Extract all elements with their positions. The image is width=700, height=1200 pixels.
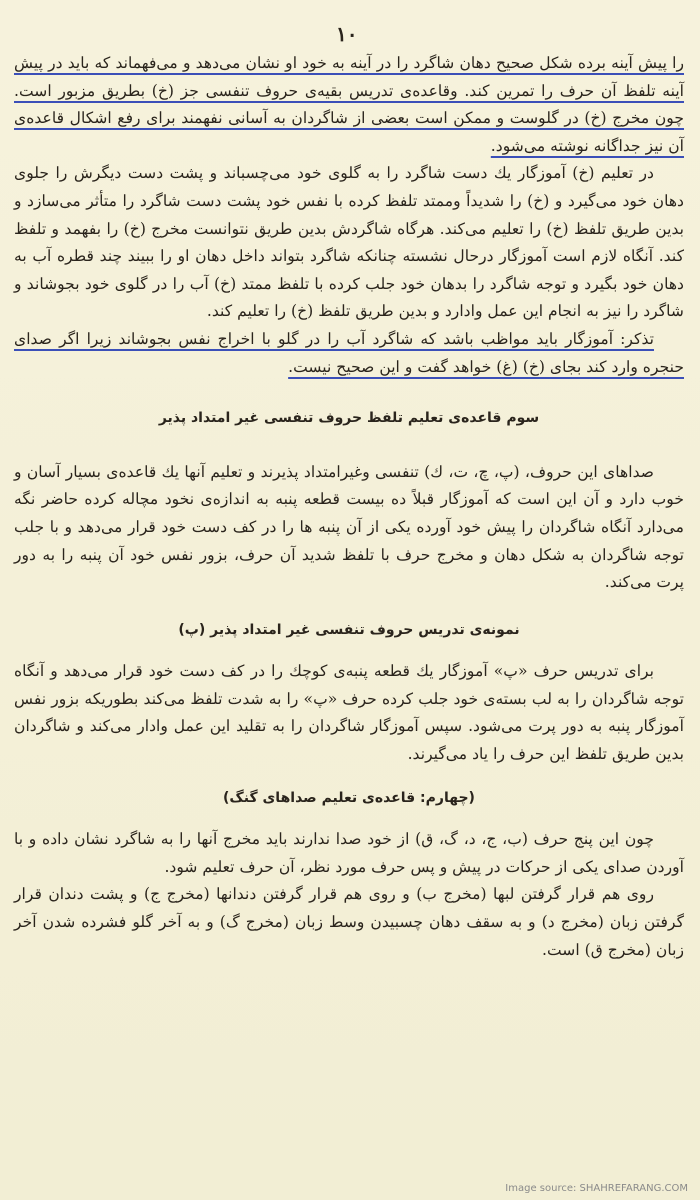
section-heading-4: (چهارم: قاعده‌ی تعلیم صداهای گنگ) bbox=[223, 789, 475, 806]
example-heading: نمونه‌ی تدریس حروف تنفسی غیر امتداد پذیر (پ) bbox=[178, 621, 520, 638]
image-source-footer: Image source: SHAHREFARANG.COM bbox=[505, 1183, 688, 1194]
body-text bbox=[14, 50, 684, 964]
paragraph-5: چون این پنج حرف (ب، ج، د، گ، ق) از خود صدا ندارند باید مخرج آنها را به شاگرد نشان داده و با آوردن صدای یکی از حرکات در پیش و پس حرف مورد نظر، آن حرف تعلیم شود. bbox=[14, 830, 684, 876]
paragraph-1: را پیش آینه برده شکل صحیح دهان شاگرد را در آینه به خود او نشان می‌دهد و می‌فهماند که باید در پیش آینه تلفظ آن حرف را تمرین کند. وقاعده‌ی تدریس بقیه‌ی حروف تنفسی جز (خ) بطریق مزبور است. چون مخرج (خ) در گلوست و ممکن است بعضی از شاگردان به آسانی نفهمند برای رفع اشکال قاعده‌ی آن نیز جداگانه نوشته می‌شود. bbox=[14, 54, 684, 155]
paragraph-2: در تعلیم (خ) آموزگار یك دست شاگرد را به گلوی خود می‌چسباند و پشت دست دیگرش را جلوی دهان خود می‌گیرد و (خ) را شدیداً وممتد تلفظ کرده با نفس خود پشت دست شاگرد را متأثر می‌سازد و بدین طریق تلفظ (خ) را تعلیم می‌کند. هرگاه شاگردش بدین طریق نتوانست مخرج (خ) را بفهمد و تلفظ کند. آنگاه لازم است آموزگار درحال نشسته چنانکه شاگرد بتواند داخل دهان او را ببیند چند قطره آب به دهان خود بگیرد و توجه شاگرد را بدهان خود جلب کرده با تلفظ ممتد (خ) آب را در گلوی خود بجوشاند و شاگرد را نیز به انجام این عمل وادارد و بدین طریق تلفظ (خ) را تعلیم کند. bbox=[14, 164, 684, 321]
paragraph-6: روی هم قرار گرفتن لبها (مخرج ب) و روی هم قرار گرفتن دندانها (مخرج ج) و پشت دندان قرار گرفتن زبان (مخرج د) و به سقف دهان چسبیدن وسط زبان (مخرج گ) و به آخر گلو فشرده شدن آخر زبان (مخرج ق) است. bbox=[14, 885, 684, 959]
paragraph-4: برای تدریس حرف «پ» آموزگار یك قطعه پنبه‌ی کوچك را در کف دست خود قرار می‌دهد و آنگاه توجه شاگردان را به لب بسته‌ی خود جلب کرده حرف «پ» را به شدت تلفظ می‌کند بطوریکه بزور نفس آموزگار پنبه به دور پرت می‌شود. سپس آموزگار شاگردان را به تقلید این عمل وادار می‌کند و شاگردان بدین طریق تلفظ این حرف را یاد می‌گیرند. bbox=[14, 662, 684, 764]
paragraph-3: صداهای این حروف، (پ، چ، ت، ك) تنفسی وغیرامتداد پذیرند و تعلیم آنها یك قاعده‌ی بسیار آسان و خوب دارد و آن این است که آموزگار قبلاً ده بیست قطعه پنبه به اندازه‌ی نخود مچاله کرده حاضر نگه می‌دارد آنگاه شاگردان را پیش خود آورده یکی از آن پنبه ها را در کف دست خود قرار می‌دهد و با جلب توجه شاگردان به شکل دهان و مخرج حرف با تلفظ شدید آن حرف، بزور نفس خود آن پنبه را به دور پرت می‌کند. bbox=[14, 462, 684, 592]
section-heading-3: سوم قاعده‌ی تعلیم تلفظ حروف تنفسی غیر امتداد پذیر bbox=[158, 410, 540, 427]
page-number: ١٠ bbox=[336, 22, 358, 46]
paragraph-note: تذکر: آموزگار باید مواظب باشد که شاگرد آب را در گلو با اخراج نفس بجوشاند زیرا اگر صدای حنجره وارد کند بجای (خ) (غ) خواهد گفت و این صحیح نیست. bbox=[14, 329, 684, 376]
